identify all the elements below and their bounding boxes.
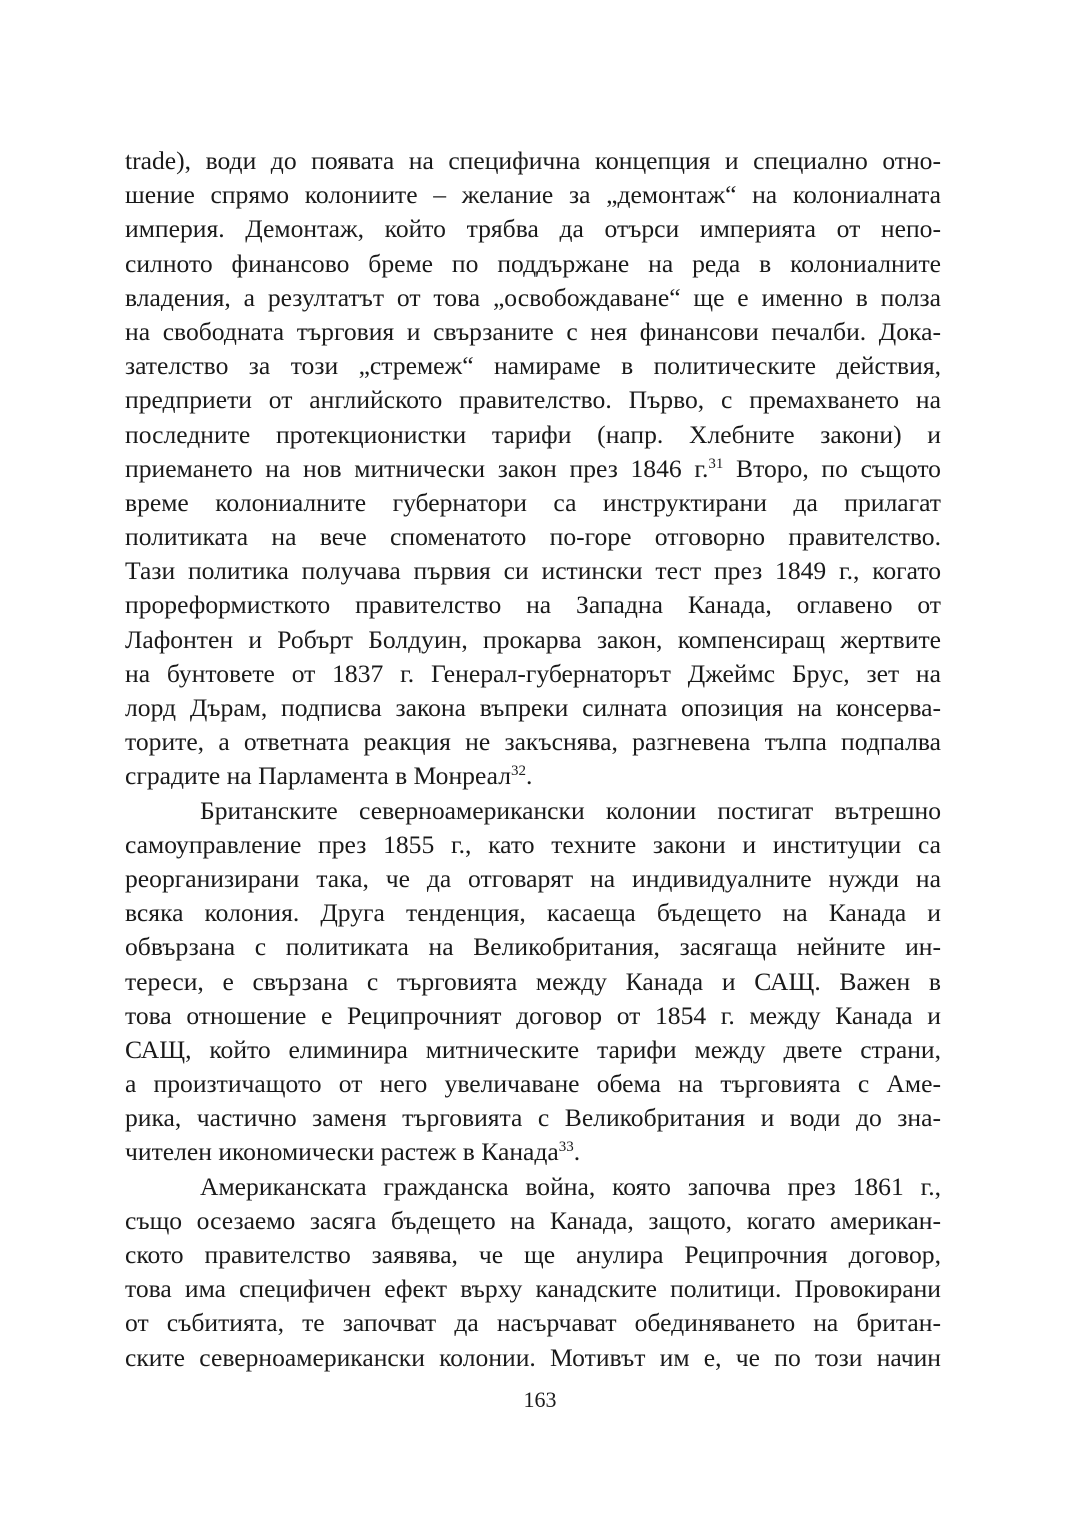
text-line (125, 691, 941, 725)
text-line (125, 452, 941, 486)
text-line (125, 554, 941, 588)
text-line (125, 349, 941, 383)
paragraph (125, 144, 941, 794)
text-line (125, 896, 941, 930)
line-text: това отношение е Реципрочният договор от 1854 г. между Канада и (125, 1000, 941, 1030)
text-line (125, 418, 941, 452)
text-line (125, 794, 941, 828)
line-text: време колониалните губернатори са инструктирани да прилагат (125, 487, 941, 517)
text-line (125, 1101, 941, 1135)
body-text (125, 144, 941, 1375)
line-text: това има специфичен ефект върху канадските политици. Провокирани (125, 1274, 941, 1304)
text-line (125, 178, 941, 212)
text-line (125, 212, 941, 246)
line-text: реорганизирани така, че да отговарят на индивидуалните нужди на (125, 863, 941, 893)
text-line (125, 383, 941, 417)
line-text: а произтичащото от него увеличаване обема на търговията с Аме- (125, 1069, 941, 1099)
footnote-reference[interactable]: 33 (558, 1139, 574, 1156)
text-line (125, 315, 941, 349)
text-line (125, 520, 941, 554)
text-line (125, 1272, 941, 1306)
line-text-continuation: . (573, 1137, 581, 1167)
text-line (125, 1067, 941, 1101)
text-line (125, 965, 941, 999)
line-text: империя. Демонтаж, който трябва да отърси империята от непо- (125, 214, 941, 244)
line-text: Лафонтен и Робърт Болдуин, прокарва закон, компенсиращ жертвите (125, 624, 941, 654)
text-line (125, 588, 941, 622)
line-text: Тази политика получава първия си истински тест през 1849 г., когато (125, 556, 941, 586)
line-text: САЩ, който елиминира митническите тарифи между двете страни, (125, 1034, 941, 1064)
line-text: шение спрямо колониите – желание за „демонтаж“ на колониалната (125, 180, 941, 210)
line-text: зателство за този „стремеж“ намираме в политическите действия, (125, 351, 941, 381)
text-line (125, 1135, 941, 1169)
line-text: на бунтовете от 1837 г. Генерал-губернаторът Джеймс Брус, зет на (125, 658, 941, 688)
text-line (125, 1306, 941, 1340)
line-text: Американската гражданска война, която започва през 1861 г., (200, 1171, 941, 1201)
line-text-continuation: Второ, по същото (723, 453, 941, 483)
line-text: предприети от английското правителство. Първо, с премахването на (125, 385, 941, 415)
text-line (125, 1204, 941, 1238)
line-text: сградите на Парламента в Монреал (125, 761, 511, 791)
line-text: ските северноамерикански колонии. Мотивът им е, че по този начин (125, 1342, 941, 1372)
line-text: ското правителство заявява, че ще анулира Реципрочния договор, (125, 1240, 941, 1269)
line-text: последните протекционистки тарифи (напр. Хлебните закони) и (125, 419, 941, 449)
line-text: на свободната търговия и свързаните с нея финансови печалби. Дока- (125, 316, 941, 346)
line-text: чителен икономически растеж в Канада (125, 1137, 559, 1167)
line-text: торите, а ответната реакция не закъснява, разгневена тълпа подпалва (125, 727, 941, 757)
line-text: владения, а резултатът от това „освобождаване“ ще е именно в полза (125, 282, 941, 312)
line-text: силното финансово бреме по поддържане на реда в колониалните (125, 248, 941, 278)
text-line (125, 1341, 941, 1375)
paragraph (125, 794, 941, 1170)
text-line (125, 281, 941, 315)
line-text: самоуправление през 1855 г., като техните закони и институции са (125, 829, 941, 859)
line-text: тереси, е свързана с търговията между Канада и САЩ. Важен в (125, 966, 941, 996)
line-text: също осезаемо засяга бъдещето на Канада, защото, когато американ- (125, 1205, 941, 1235)
line-text: рика, частично заменя търговията с Великобритания и води до зна- (125, 1103, 941, 1133)
line-text: обвързана с политиката на Великобритания, засягаща нейните ин- (125, 932, 941, 962)
text-line (125, 1238, 941, 1272)
text-line (125, 999, 941, 1033)
text-line (125, 486, 941, 520)
text-line (125, 144, 941, 178)
line-text: всяка колония. Друга тенденция, касаеща бъдещето на Канада и (125, 898, 941, 928)
paragraph (125, 1170, 941, 1375)
line-text-continuation: . (526, 761, 533, 791)
line-text: лорд Дърам, подписва закона въпреки силната опозиция на консерва- (125, 693, 941, 722)
text-line (125, 930, 941, 964)
line-text: политиката на вече споменатото по-горе отговорно правителство. (125, 522, 941, 552)
text-line (125, 623, 941, 657)
line-text: trade), води до появата на специфична концепция и специално отно- (125, 146, 941, 175)
text-line (125, 862, 941, 896)
text-line (125, 657, 941, 691)
text-line (125, 759, 941, 793)
line-text: от събитията, те започват да насърчават обединяването на британ- (125, 1308, 941, 1338)
text-line (125, 1170, 941, 1204)
text-line (125, 828, 941, 862)
text-line (125, 725, 941, 759)
footnote-reference[interactable]: 32 (511, 763, 526, 780)
footnote-reference[interactable]: 31 (708, 455, 724, 472)
page-number: 163 (523, 1387, 557, 1412)
line-text: прореформисткото правителство на Западна Канада, оглавено от (125, 590, 941, 620)
line-text: Британските северноамерикански колонии постигат вътрешно (200, 795, 941, 825)
text-line (125, 247, 941, 281)
line-text: приемането на нов митнически закон през 1846 г. (125, 453, 709, 483)
text-line (125, 1033, 941, 1067)
